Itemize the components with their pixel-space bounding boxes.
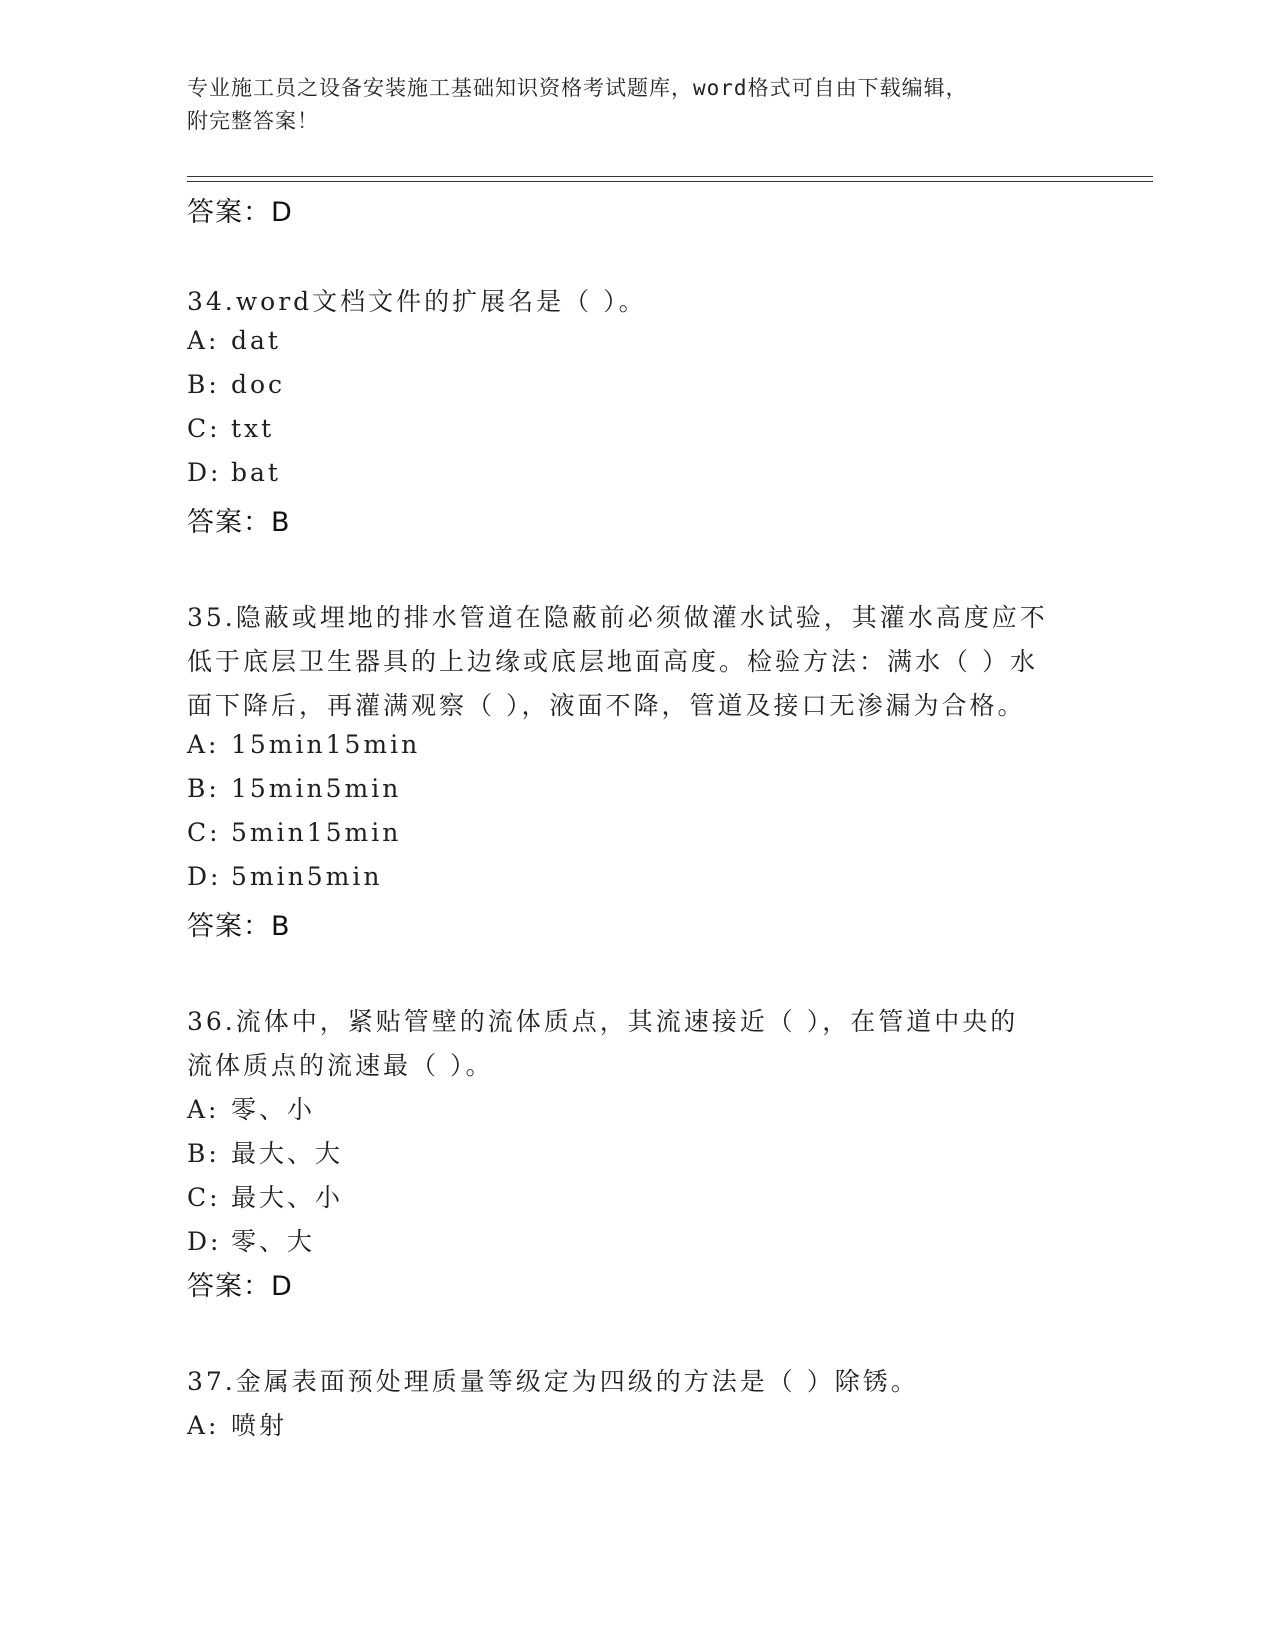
- option-letter: D:: [187, 458, 222, 487]
- document-header: [187, 72, 1087, 138]
- option-text: dat: [231, 326, 281, 355]
- q35-answer: 答案：B: [187, 911, 291, 942]
- q37-option-a: [187, 1406, 287, 1442]
- option-text: doc: [231, 370, 286, 399]
- option-letter: A:: [187, 730, 220, 759]
- option-text: bat: [231, 458, 281, 487]
- q35-stem-line-1: 35.隐蔽或埋地的排水管道在隐蔽前必须做灌水试验，其灌水高度应不: [187, 603, 1048, 632]
- option-letter: B:: [187, 1139, 220, 1168]
- option-letter: D:: [187, 1227, 222, 1256]
- option-letter: C:: [187, 414, 221, 443]
- q36-stem-line-2: 流体质点的流速最（ ）。: [187, 1051, 494, 1080]
- q34-stem-line-1: 34.word文档文件的扩展名是（ ）。: [187, 287, 647, 316]
- q34-option-c: [187, 414, 274, 443]
- option-text: 最大、大: [231, 1139, 344, 1168]
- header-divider-bottom: [187, 181, 1153, 182]
- option-letter: C:: [187, 818, 221, 847]
- option-text: 喷射: [231, 1411, 288, 1440]
- q36-answer: 答案：D: [187, 1271, 293, 1302]
- answer-prev: 答案：D: [187, 197, 293, 228]
- q34-option-d: [187, 458, 281, 487]
- option-text: 5min5min: [231, 862, 383, 891]
- q34-option-b: [187, 370, 285, 399]
- q36-stem-line-1: 36.流体中，紧贴管壁的流体质点，其流速接近（ ），在管道中央的: [187, 1007, 1019, 1036]
- q35-option-d: [187, 862, 382, 891]
- q35-option-b: [187, 774, 401, 803]
- q36-option-c: [187, 1178, 343, 1214]
- q36-option-a: [187, 1090, 315, 1126]
- option-text: 零、小: [231, 1095, 316, 1124]
- option-letter: A:: [187, 1095, 220, 1124]
- q36-option-d: [187, 1222, 315, 1258]
- header-line-2: 附完整答案！: [187, 109, 319, 133]
- q35-option-c: [187, 818, 401, 847]
- q34-answer: 答案：B: [187, 507, 291, 538]
- option-letter: D:: [187, 862, 222, 891]
- q36-option-b: [187, 1134, 343, 1170]
- option-text: 5min15min: [231, 818, 402, 847]
- q35-option-a: [187, 730, 420, 759]
- q34-option-a: [187, 326, 281, 355]
- option-text: 零、大: [231, 1227, 316, 1256]
- option-letter: B:: [187, 370, 220, 399]
- option-letter: B:: [187, 774, 220, 803]
- q37-stem-line-1: 37.金属表面预处理质量等级定为四级的方法是（ ）除锈。: [187, 1367, 919, 1396]
- header-divider-top: [187, 176, 1153, 177]
- option-letter: A:: [187, 326, 220, 355]
- option-letter: C:: [187, 1183, 221, 1212]
- header-line-1: 专业施工员之设备安装施工基础知识资格考试题库，word格式可自由下载编辑，: [187, 76, 968, 100]
- option-text: txt: [231, 414, 275, 443]
- option-text: 15min15min: [231, 730, 421, 759]
- option-text: 最大、小: [231, 1183, 344, 1212]
- option-text: 15min5min: [231, 774, 402, 803]
- option-letter: A:: [187, 1411, 220, 1440]
- q35-stem-line-2: 低于底层卫生器具的上边缘或底层地面高度。检验方法：满水（ ）水: [187, 647, 1038, 676]
- q35-stem-line-3: 面下降后，再灌满观察（ ），液面不降，管道及接口无渗漏为合格。: [187, 691, 1026, 720]
